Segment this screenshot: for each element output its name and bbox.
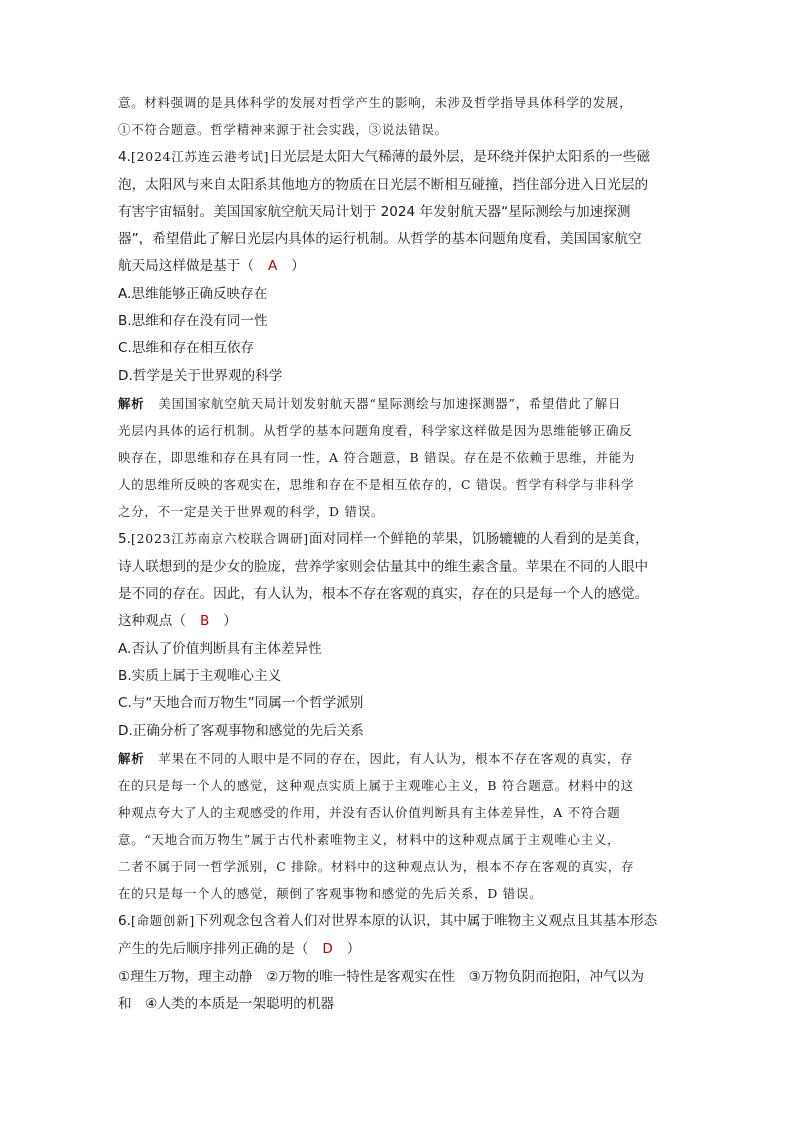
q4-explanation-line-5: 之分，不一定是关于世界观的科学，D 错误。 (118, 504, 385, 519)
q6-text-2: 产生的先后顺序排列正确的是（ (118, 941, 309, 957)
q4-explanation-line-4: 人的思维所反映的客观实在，思维和存在不是相互依存的，C 错误。哲学有科学与非科学 (118, 477, 635, 492)
q4-text-1: 日光层是太阳大气稀薄的最外层，是环绕并保护太阳系的一些磁 (269, 149, 650, 165)
q6-answer: D (322, 941, 333, 957)
q5-option-c: C.与“天地合而万物生”同属一个哲学派别 (118, 695, 364, 711)
q6-number: 6. (118, 913, 131, 929)
q6-items-line-1: ①理生万物，理主动静 ②万物的唯一特性是客观实在性 ③万物负阴而抱阳，冲气以为 (118, 969, 644, 985)
q4-explanation-line-2: 光层内具体的运行机制。从哲学的基本问题角度看，科学家这样做是因为思维能够正确反 (118, 423, 633, 438)
q4-stem-line-3: 有害宇宙辐射。美国国家航空航天局计划于 2024 年发射航天器“星际测绘与加速探测 (118, 204, 631, 220)
q4-explanation-line-1 (118, 395, 621, 413)
q4-option-c: C.思维和存在相互依存 (118, 340, 255, 356)
q5-stem-line-3: 是不同的存在。因此，有人认为，根本不存在客观的真实，存在的只是每一个人的感觉。 (118, 586, 649, 602)
q4-option-a: A.思维能够正确反映存在 (118, 286, 268, 302)
q5-stem-line-1 (118, 529, 649, 549)
q6-items-line-2: 和 ④人类的本质是一架聪明的机器 (118, 996, 335, 1012)
q4-option-d: D.哲学是关于世界观的科学 (118, 368, 283, 384)
q5-option-a: A.否认了价值判断具有主体差异性 (118, 641, 322, 657)
q4-stem-line-1 (118, 147, 650, 167)
q4-answer: A (267, 258, 278, 274)
q5-explanation-line-3: 种观点夸大了人的主观感受的作用，并没有否认价值判断具有主体差异性，A 不符合题 (118, 805, 621, 820)
q6-text-1: 下列观念包含着人们对世界本原的认识，其中属于唯物主义观点且其基本形态 (195, 913, 658, 929)
q4-stem-line-2: 泡，太阳风与来自太阳系其他地方的物质在日光层不断相互碰撞，挡住部分进入日光层的 (118, 177, 649, 193)
q6-source: [命题创新] (130, 913, 196, 928)
q5-explanation-line-5: 二者不属于同一哲学派别，C 排除。材料中的这种观点认为，根本不存在客观的真实，存 (118, 859, 635, 874)
q4-stem-line-4: 器”，希望借此了解日光层内具体的运行机制。从哲学的基本问题角度看，美国国家航空 (118, 231, 642, 247)
q5-number: 5. (118, 531, 131, 547)
q5-source: [2023江苏南京六校联合调研] (130, 531, 309, 546)
q6-close: ） (346, 941, 361, 957)
q5-option-b: B.实质上属于主观唯心主义 (118, 668, 282, 684)
q6-stem-line-2 (118, 939, 360, 959)
q4-expl-1: 美国国家航空航天局计划发射航天器“星际测绘与加速探测器”，希望借此了解日 (158, 396, 622, 411)
q4-source: [2024江苏连云港考试] (130, 149, 270, 164)
q4-close: ） (291, 258, 305, 274)
q5-explanation-line-6: 在的只是每一个人的感觉，颠倒了客观事物和感觉的先后关系，D 错误。 (118, 886, 543, 901)
q5-stem-line-2: 诗人联想到的是少女的脸庞，营养学家则会估量其中的维生素含量。苹果在不同的人眼中 (118, 559, 649, 575)
q4-option-b: B.思维和存在没有同一性 (118, 313, 268, 329)
q4-number: 4. (118, 149, 131, 165)
q5-explanation-label: 解析 (118, 751, 145, 766)
q5-option-d: D.正确分析了客观事物和感觉的先后关系 (118, 723, 364, 739)
q5-explanation-line-2: 在的只是每一个人的感觉，这种观点实质上属于主观唯心主义，B 符合题意。材料中的这 (118, 778, 634, 793)
q5-explanation-line-1 (118, 750, 633, 768)
prev-explanation-line-2: ①不符合题意。哲学精神来源于社会实践，③说法错误。 (118, 122, 448, 137)
q5-close: ） (223, 613, 237, 629)
q4-stem-line-5 (118, 256, 305, 276)
q5-stem-line-4 (118, 611, 237, 631)
q4-explanation-label: 解析 (118, 396, 145, 411)
q5-text-4: 这种观点（ (118, 613, 186, 629)
q5-explanation-line-4: 意。“天地合而万物生”属于古代朴素唯物主义，材料中的这种观点属于主观唯心主义， (118, 832, 621, 847)
q5-answer: B (199, 613, 210, 629)
prev-explanation-line-1: 意。材料强调的是具体科学的发展对哲学产生的影响，未涉及哲学指导具体科学的发展， (118, 95, 633, 110)
q4-text-5: 航天局这样做是基于（ (118, 258, 254, 274)
q4-explanation-line-3: 映存在，即思维和存在具有同一性，A 符合题意，B 错误。存在是不依赖于思维，并能为 (118, 450, 636, 465)
q6-stem-line-1 (118, 911, 657, 931)
q5-expl-1: 苹果在不同的人眼中是不同的存在，因此，有人认为，根本不存在客观的真实，存 (158, 751, 634, 766)
q5-text-1: 面对同样一个鲜艳的苹果，饥肠辘辘的人看到的是美食， (308, 531, 649, 547)
